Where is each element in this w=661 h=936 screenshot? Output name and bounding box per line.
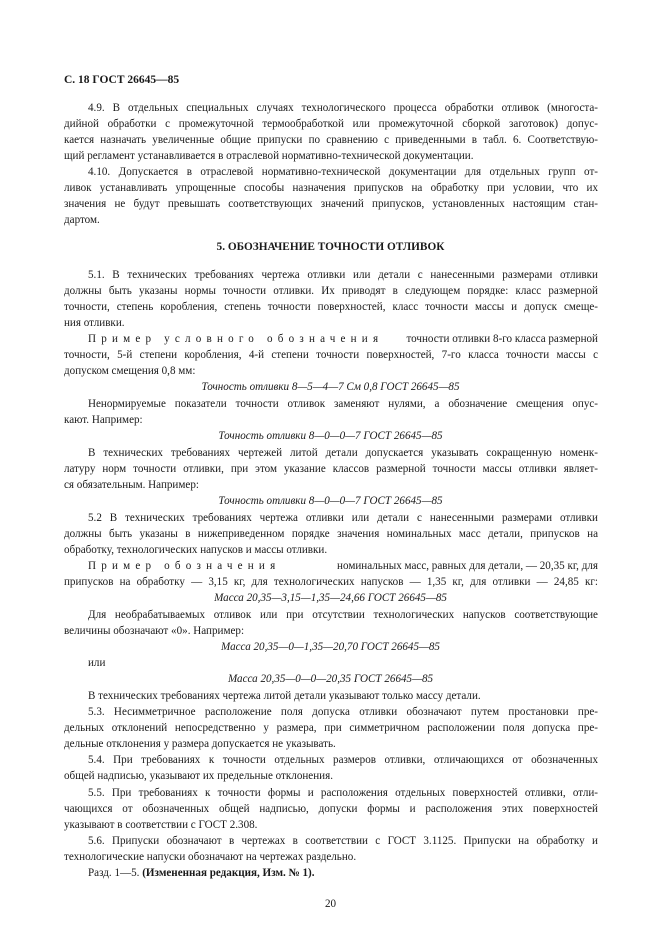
paragraph-5-1-line: точности, степень коробления, степень точности поверхностей, класс точности массы и допуск смеще- [64, 301, 598, 313]
example-2-spaced-label: Пример обозначения [88, 560, 281, 572]
example-1-text: точности отливки 8-го класса размерной [406, 333, 598, 345]
paragraph-mass-only: В технических требованиях чертежа литой детали указывают только массу детали. [88, 690, 481, 702]
example-2-line [88, 559, 598, 573]
formula-example-1: Точность отливки 8—5—4—7 См 0,8 ГОСТ 26645—85 [201, 381, 460, 393]
paragraph-5-3-line: дельных отклонений непосредственно у размера, при симметричном расположении поля допуска пре- [64, 722, 598, 734]
amendment-note-bold: (Измененная редакция, Изм. № 1). [142, 867, 315, 879]
paragraph-5-3-line: дельные отклонения у размера допускается не указывать. [64, 738, 336, 750]
example-1-line: допуском смещения 0,8 мм: [64, 365, 196, 377]
paragraph-zero-line: кают. Например: [64, 414, 143, 426]
paragraph-4-10-line: значения не будут превышать соответствующих значений припусков, установленных настоящим стан- [64, 198, 598, 210]
paragraph-5-2-line: обработку, технологических напусков и массы отливки. [64, 544, 328, 556]
paragraph-4-10-line: дартом. [64, 214, 100, 226]
paragraph-cast-part-line: ся обязательным. Например: [64, 479, 199, 491]
paragraph-5-2-line: 5.2 В технических требованиях чертежа отливки или детали с нанесенными размерами отливки [88, 512, 598, 524]
example-2-line: припусков на обработку — 3,15 кг, для технологических напусков — 1,35 кг, для отливки — 24,85 кг: [64, 576, 598, 588]
paragraph-4-9-line: 4.9. В отдельных специальных случаях технологического процесса обработки отливок (многоста- [88, 102, 598, 114]
formula-example-6: Масса 20,35—0—0—20,35 ГОСТ 26645—85 [227, 673, 434, 685]
paragraph-5-6-line: технологические напуски обозначают на чертежах раздельно. [64, 851, 357, 863]
paragraph-4-9-line: дийной обработки с промежуточной термообработкой или промежуточной сборкой заготовок) допус- [64, 118, 598, 130]
formula-example-4: Масса 20,35—3,15—1,35—24,66 ГОСТ 26645—85 [214, 592, 447, 604]
paragraph-4-9-line: кается назначать увеличенные общие припуски по сравнению с приведенными в табл. 6. Соответствую- [64, 134, 598, 146]
paragraph-5-6-line: 5.6. Припуски обозначают в чертежах в соответствии с ГОСТ 3.1125. Припуски на обработку и [88, 835, 598, 847]
paragraph-zero-line: Ненормируемые показатели точности отливок заменяют нулями, а обозначение смещения опус- [88, 398, 598, 410]
paragraph-5-5-line: чающихся от обозначенных общей надписью, допуски формы и расположения этих поверхностей [64, 803, 598, 815]
example-1-line: точности, 5-й степени коробления, 4-й степени точности поверхностей, 7-го класса точности массы с [64, 349, 598, 361]
page-number: 20 [324, 898, 337, 910]
or-text: или [88, 657, 106, 669]
page-header: С. 18 ГОСТ 26645—85 [64, 74, 180, 86]
paragraph-5-3-line: 5.3. Несимметричное расположение поля допуска отливки обозначают путем простановки пре- [88, 706, 598, 718]
amendment-note-prefix: Разд. 1—5. [88, 867, 143, 879]
example-2-text: номинальных масс, равных для детали, — 20,35 кг, для [337, 560, 598, 572]
amendment-note [88, 866, 315, 880]
paragraph-unprocessed-line: Для необрабатываемых отливок или при отсутствии технологических напусков соответствующие [88, 609, 598, 621]
section-title: 5. ОБОЗНАЧЕНИЕ ТОЧНОСТИ ОТЛИВОК [216, 241, 445, 253]
paragraph-unprocessed-line: величины обозначают «0». Например: [64, 625, 245, 637]
paragraph-4-10-line: ливок устанавливать упрощенные способы назначения припусков на обработку при условии, что их [64, 182, 598, 194]
paragraph-cast-part-line: В технических требованиях чертежей литой детали допускается указывать сокращенную номенк- [88, 447, 598, 459]
paragraph-5-4-line: 5.4. При требованиях к точности отдельных размеров отливки, отличающихся от обозначенных [88, 754, 598, 766]
paragraph-4-10-line: 4.10. Допускается в отраслевой нормативно-технической документации для отдельных групп от- [88, 166, 598, 178]
paragraph-4-9-line: щий регламент устанавливается в отраслевой нормативно-технической документации. [64, 150, 474, 162]
paragraph-cast-part-line: латуру норм точности отливки, при этом указание классов размерной точности массы отливки являет- [64, 463, 598, 475]
paragraph-5-5-line: указывают в соответствии с ГОСТ 2.308. [64, 819, 258, 831]
formula-example-3: Точность отливки 8—0—0—7 ГОСТ 26645—85 [218, 495, 443, 507]
paragraph-5-1-line: должны быть указаны нормы точности отливки. Их приводят в следующем порядке: класс размерной [64, 285, 598, 297]
example-1-spaced-label: Пример условного обозначения [88, 333, 384, 345]
paragraph-5-1-line: 5.1. В технических требованиях чертежа отливки или детали с нанесенными размерами отливки [88, 269, 598, 281]
paragraph-5-4-line: общей надписью, указывают их предельные отклонения. [64, 770, 333, 782]
formula-example-2: Точность отливки 8—0—0—7 ГОСТ 26645—85 [218, 430, 443, 442]
example-1-line [88, 332, 598, 346]
paragraph-5-1-line: ния отливки. [64, 317, 125, 329]
formula-example-5: Масса 20,35—0—1,35—20,70 ГОСТ 26645—85 [221, 641, 440, 653]
paragraph-5-2-line: должны быть указаны в нижеприведенном порядке значения номинальных масс детали, припусков на [64, 528, 598, 540]
paragraph-5-5-line: 5.5. При требованиях к точности формы и расположения отдельных поверхностей отливки, отли- [88, 787, 598, 799]
